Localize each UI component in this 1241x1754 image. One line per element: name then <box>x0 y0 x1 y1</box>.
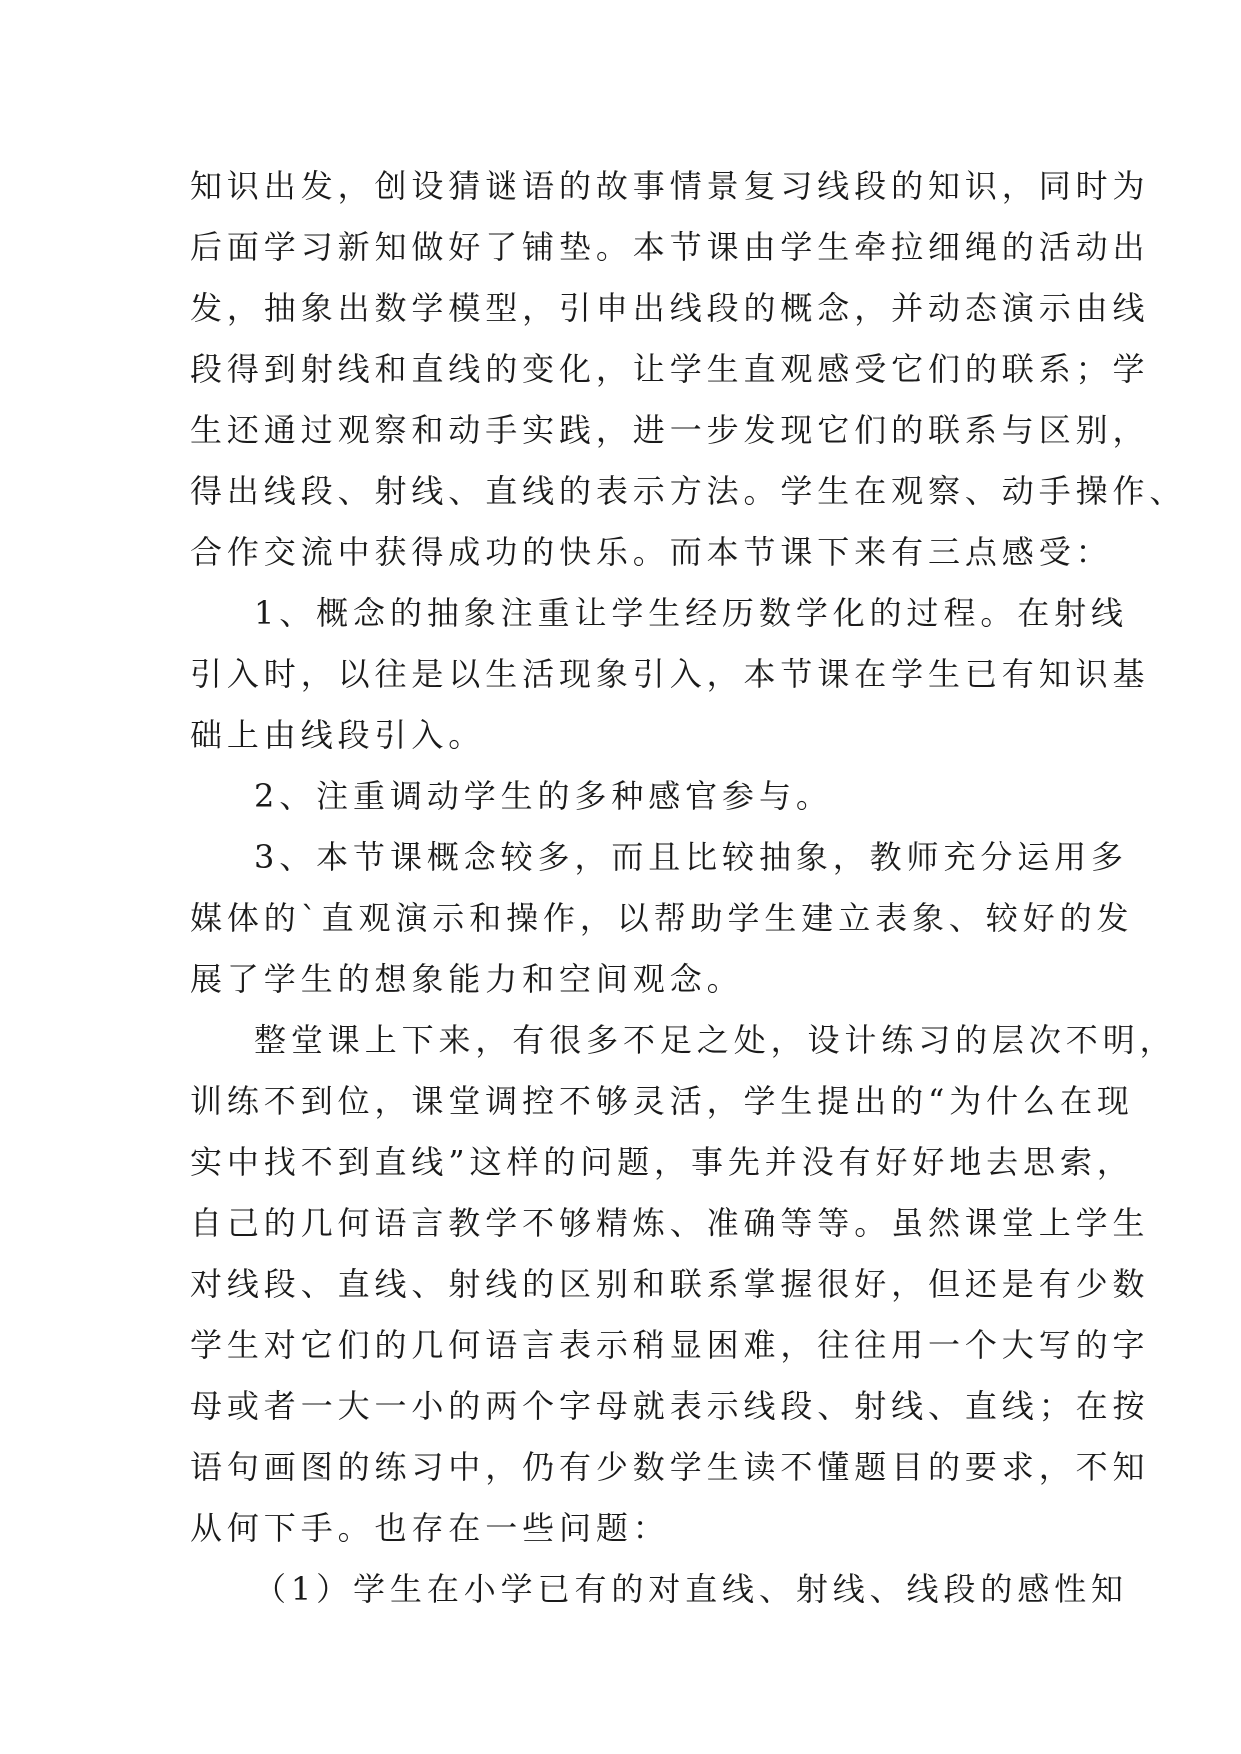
numbered-paragraph-1-line: 1、概念的抽象注重让学生经历数学化的过程。在射线 <box>254 594 1128 632</box>
text-line: 媒体的`直观演示和操作，以帮助学生建立表象、较好的发 <box>190 899 1134 937</box>
numbered-paragraph-3-line: 3、本节课概念较多，而且比较抽象，教师充分运用多 <box>254 838 1128 876</box>
document-body <box>190 156 1187 1620</box>
text-line: 发，抽象出数学模型，引申出线段的概念，并动态演示由线 <box>190 289 1150 327</box>
text-line: 段得到射线和直线的变化，让学生直观感受它们的联系；学 <box>190 350 1150 388</box>
paragraph-start-line: 整堂课上下来，有很多不足之处，设计练习的层次不明， <box>254 1021 1177 1059</box>
text-line: 引入时，以往是以生活现象引入，本节课在学生已有知识基 <box>190 655 1150 693</box>
text-line: 语句画图的练习中，仍有少数学生读不懂题目的要求，不知 <box>190 1448 1150 1486</box>
text-line: 从何下手。也存在一些问题： <box>190 1509 670 1547</box>
text-line: 母或者一大一小的两个字母就表示线段、射线、直线；在按 <box>190 1387 1150 1425</box>
text-line: 实中找不到直线”这样的问题，事先并没有好好地去思索， <box>190 1143 1134 1181</box>
text-line: 合作交流中获得成功的快乐。而本节课下来有三点感受： <box>190 533 1113 571</box>
text-line: 础上由线段引入。 <box>190 716 486 754</box>
numbered-paragraph-2-line: 2、注重调动学生的多种感官参与。 <box>254 777 833 815</box>
numbered-paragraph-i-line: （1）学生在小学已有的对直线、射线、线段的感性知 <box>254 1570 1128 1608</box>
text-line: 生还通过观察和动手实践，进一步发现它们的联系与区别， <box>190 411 1150 449</box>
text-line: 对线段、直线、射线的区别和联系掌握很好，但还是有少数 <box>190 1265 1150 1303</box>
text-line: 后面学习新知做好了铺垫。本节课由学生牵拉细绳的活动出 <box>190 228 1150 266</box>
text-line: 展了学生的想象能力和空间观念。 <box>190 960 744 998</box>
text-line: 知识出发，创设猜谜语的故事情景复习线段的知识，同时为 <box>190 167 1150 205</box>
text-line: 自己的几何语言教学不够精炼、准确等等。虽然课堂上学生 <box>190 1204 1150 1242</box>
text-line: 学生对它们的几何语言表示稍显困难，往往用一个大写的字 <box>190 1326 1150 1364</box>
text-line: 得出线段、射线、直线的表示方法。学生在观察、动手操作、 <box>190 472 1187 510</box>
text-line: 训练不到位，课堂调控不够灵活，学生提出的“为什么在现 <box>190 1082 1134 1120</box>
